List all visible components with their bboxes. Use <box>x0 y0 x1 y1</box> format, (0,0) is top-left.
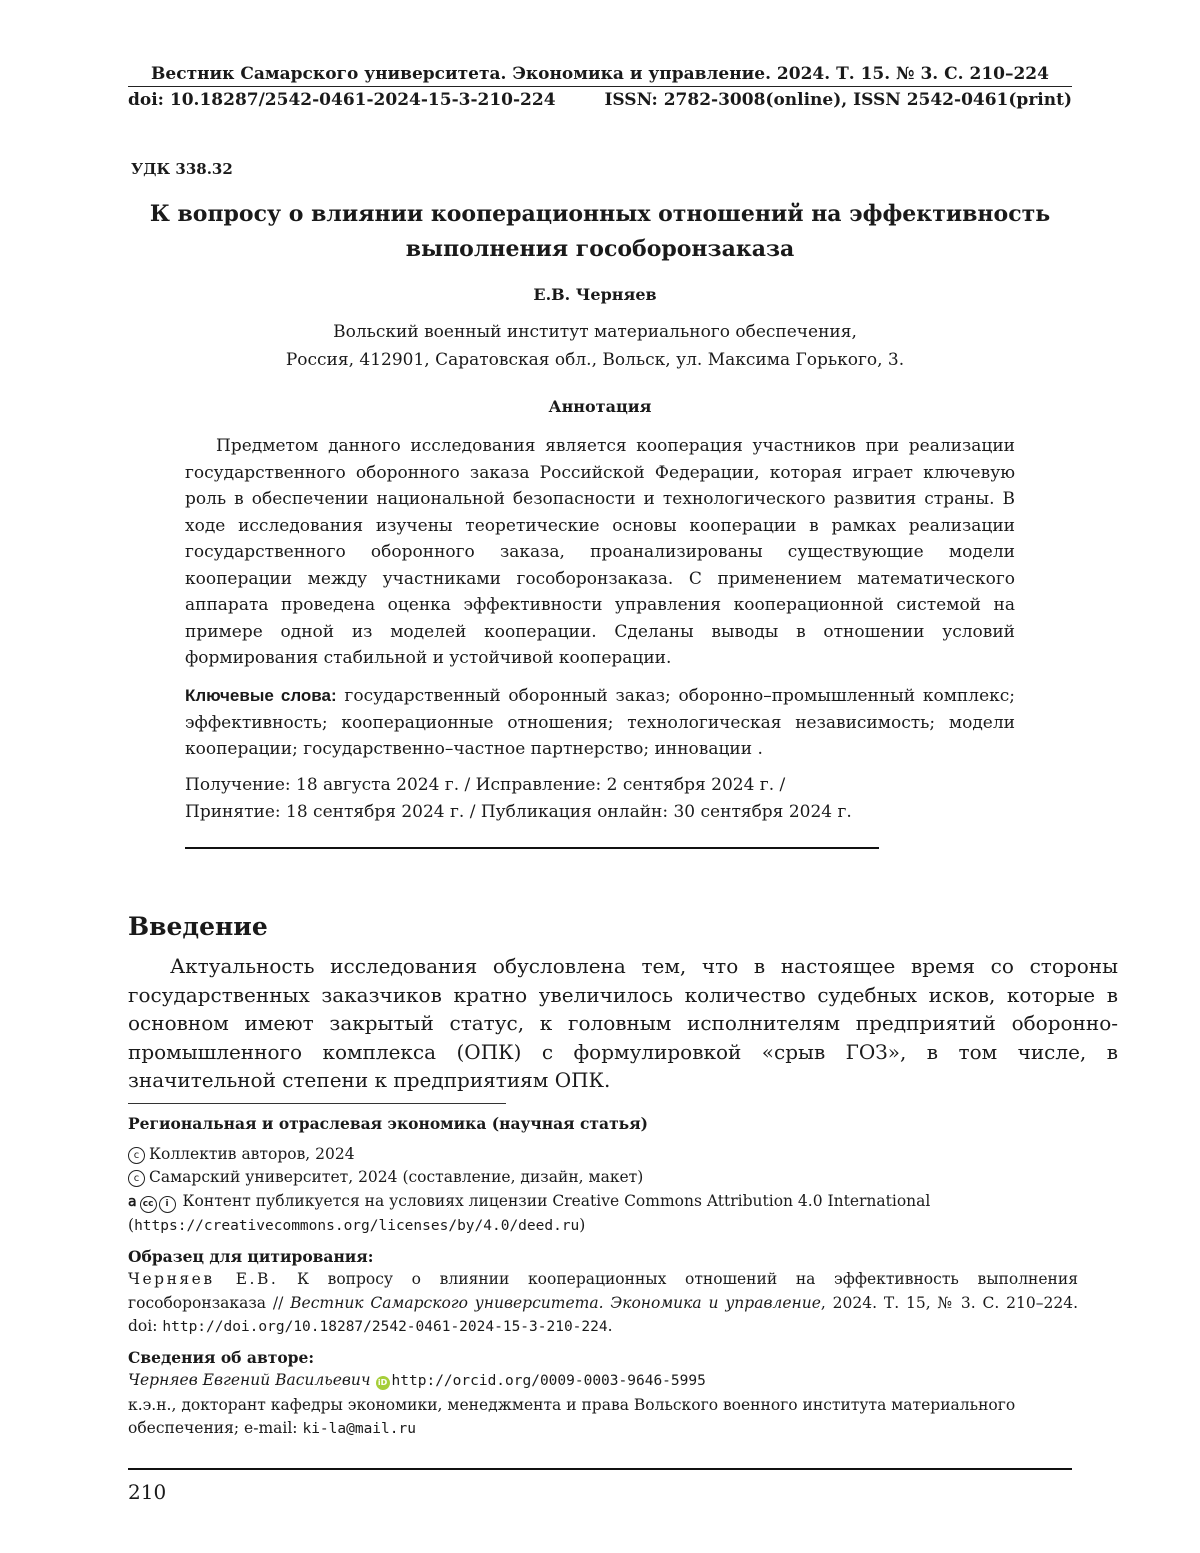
copyright-university <box>128 1166 1078 1190</box>
article-title-line-1: К вопросу о влиянии кооперационных отношений на эффективность <box>149 201 1051 227</box>
orcid-link[interactable]: http://orcid.org/0009-0003-9646-5995 <box>391 1373 706 1389</box>
doi-text: doi: 10.18287/2542-0461-2024-15-3-210-224 <box>128 90 556 110</box>
citation-title: К вопросу о влиянии кооперационных отношений на эффективность выполнения гособоронзаказа // <box>128 1270 1078 1312</box>
keywords <box>185 683 1015 763</box>
citation-heading: Образец для цитирования: <box>128 1246 374 1266</box>
dates-line-1: Получение: 18 августа 2024 г. / Исправление: 2 сентября 2024 г. / <box>185 775 786 795</box>
author-email-link[interactable]: ki-la@mail.ru <box>302 1421 416 1437</box>
affiliation-line-2: Россия, 412901, Саратовская обл., Вольск, ул. Максима Горького, 3. <box>285 350 905 370</box>
author-position-text: к.э.н., докторант кафедры экономики, менеджмента и права Вольского военного института материального обеспечения; e-mail: <box>128 1395 1016 1437</box>
article-title <box>100 197 1100 267</box>
author-info-heading: Сведения об авторе: <box>128 1347 315 1367</box>
cc-icon: cc <box>140 1196 157 1213</box>
keywords-label: Ключевые слова: <box>185 686 337 705</box>
author-name: Е.В. Черняев <box>533 285 657 304</box>
udk-code: УДК 338.32 <box>131 160 233 178</box>
citation-doi-link[interactable]: http://doi.org/10.18287/2542-0461-2024-15-3-210-224 <box>162 1319 608 1335</box>
page-number: 210 <box>128 1480 167 1504</box>
journal-header-line: Вестник Самарского университета. Экономика и управление. 2024. Т. 15. № 3. С. 210–224 <box>151 64 1049 84</box>
author-full-name: Черняев Евгений Васильевич <box>128 1371 371 1389</box>
header-rule <box>128 86 1072 87</box>
article-title-line-2: выполнения гособоронзаказа <box>405 236 795 262</box>
copyright-authors <box>128 1143 1078 1167</box>
affiliation <box>0 318 1190 374</box>
dates-rule <box>185 847 879 849</box>
footnote-rule <box>128 1103 506 1104</box>
license <box>128 1190 1078 1215</box>
category-text: Региональная и отраслевая экономика (научная статья) <box>128 1114 648 1133</box>
license-link[interactable]: https://creativecommons.org/licenses/by/4.0/deed.ru <box>134 1218 580 1234</box>
license-text: Контент публикуется на условиях лицензии Creative Commons Attribution 4.0 International <box>182 1191 931 1210</box>
open-access-icon: 𝖺 <box>128 1193 137 1210</box>
author-orcid-line <box>128 1369 1078 1394</box>
citation-journal: Вестник Самарского университета. Экономика и управление <box>290 1293 821 1312</box>
copyright-authors-text: Коллектив авторов, 2024 <box>149 1144 355 1163</box>
citation-text: Черняев Е.В. К вопросу о влиянии кооперационных отношений на эффективность выполнения гособоронзаказа // Вестник Самарского университета. Экономика и управление, 2024. Т. 15, № 3. С. 210–224. doi: http://doi.org/10.18287/2542-0461-2024-15-3-210-224. <box>128 1270 1078 1335</box>
journal-header-ids <box>128 90 1072 110</box>
abstract-text: Предметом данного исследования является кооперация участников при реализации государственного оборонного заказа Российской Федерации, которая играет ключевую роль в обеспечении национальной безопасности и технологического развития страны. В ходе исследования изучены теоретические основы кооперации в рамках реализации государственного оборонного заказа, проанализированы существующие модели кооперации между участниками гособоронзаказа. С применением математического аппарата проведена оценка эффективности управления кооперационной системой на примере одной из моделей кооперации. Сделаны выводы в отношении условий формирования стабильной и устойчивой кооперации. <box>185 436 1015 668</box>
attribution-icon: i <box>159 1196 176 1213</box>
orcid-icon: iD <box>376 1376 390 1390</box>
citation-rest: , 2024. Т. 15, № 3. С. 210–224. <box>820 1293 1078 1312</box>
intro-paragraph: Актуальность исследования обусловлена тем, что в настоящее время со стороны государственных заказчиков кратно увеличилось количество судебных исков, которые в основном имеют закрытый статус, к головным исполнителям предприятий оборонно-промышленного комплекса (ОПК) с формулировкой «срыв ГОЗ», в том числе, в значительной степени к предприятиям ОПК. <box>128 954 1118 1092</box>
citation-author: Черняев Е.В. <box>128 1270 279 1288</box>
footnotes <box>128 1112 1078 1442</box>
keywords-text: государственный оборонный заказ; оборонно–промышленный комплекс; эффективность; кооперационные отношения; технологическая независимость; модели кооперации; государственно–частное партнерство; инновации . <box>185 686 1015 759</box>
section-title: Введение <box>128 912 268 941</box>
copyright-icon: c <box>128 1147 145 1164</box>
article-dates <box>185 772 1015 826</box>
affiliation-line-1: Вольский военный институт материального обеспечения, <box>333 322 857 342</box>
author-position <box>128 1394 1078 1442</box>
license-url-line: (https://creativecommons.org/licenses/by/4.0/deed.ru) <box>128 1216 586 1234</box>
article-category <box>128 1112 1078 1137</box>
dates-line-2: Принятие: 18 сентября 2024 г. / Публикация онлайн: 30 сентября 2024 г. <box>185 802 852 822</box>
issn-text: ISSN: 2782-3008(online), ISSN 2542-0461(print) <box>604 90 1072 110</box>
page-bottom-rule <box>128 1468 1072 1470</box>
citation-doi-label: doi: <box>128 1317 158 1335</box>
copyright-icon: c <box>128 1170 145 1187</box>
copyright-university-text: Самарский университет, 2024 (составление, дизайн, макет) <box>149 1168 644 1186</box>
abstract-heading: Аннотация <box>548 397 652 416</box>
